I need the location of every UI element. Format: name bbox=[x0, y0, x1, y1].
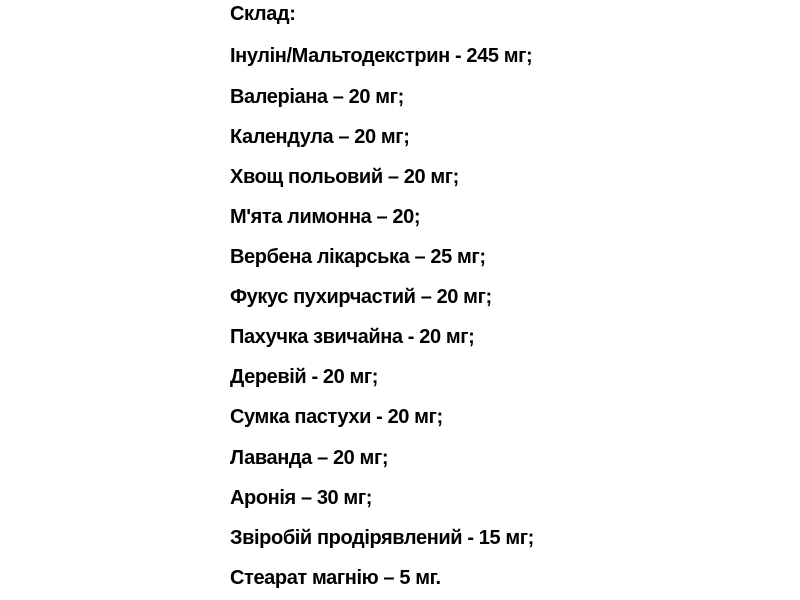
ingredient-line-11: Лаванда – 20 мг; bbox=[230, 447, 389, 469]
ingredient-line-6: Вербена лікарська – 25 мг; bbox=[230, 246, 486, 268]
ingredient-line-13: Звіробій продірявлений - 15 мг; bbox=[230, 527, 534, 549]
ingredient-line-3: Календула – 20 мг; bbox=[230, 126, 410, 148]
ingredient-line-8: Пахучка звичайна - 20 мг; bbox=[230, 326, 475, 348]
ingredient-line-9: Деревій - 20 мг; bbox=[230, 366, 379, 388]
ingredient-line-14: Стеарат магнію – 5 мг. bbox=[230, 567, 441, 589]
ingredient-line-10: Сумка пастухи - 20 мг; bbox=[230, 406, 443, 428]
ingredient-line-12: Аронія – 30 мг; bbox=[230, 487, 373, 509]
composition-heading: Склад: bbox=[230, 3, 296, 25]
ingredient-line-5: М'ята лимонна – 20; bbox=[230, 206, 421, 228]
ingredient-line-2: Валеріана – 20 мг; bbox=[230, 86, 404, 108]
ingredient-line-7: Фукус пухирчастий – 20 мг; bbox=[230, 286, 492, 308]
ingredient-line-1: Інулін/Мальтодекстрин - 245 мг; bbox=[230, 45, 533, 67]
ingredient-line-4: Хвощ польовий – 20 мг; bbox=[230, 166, 459, 188]
